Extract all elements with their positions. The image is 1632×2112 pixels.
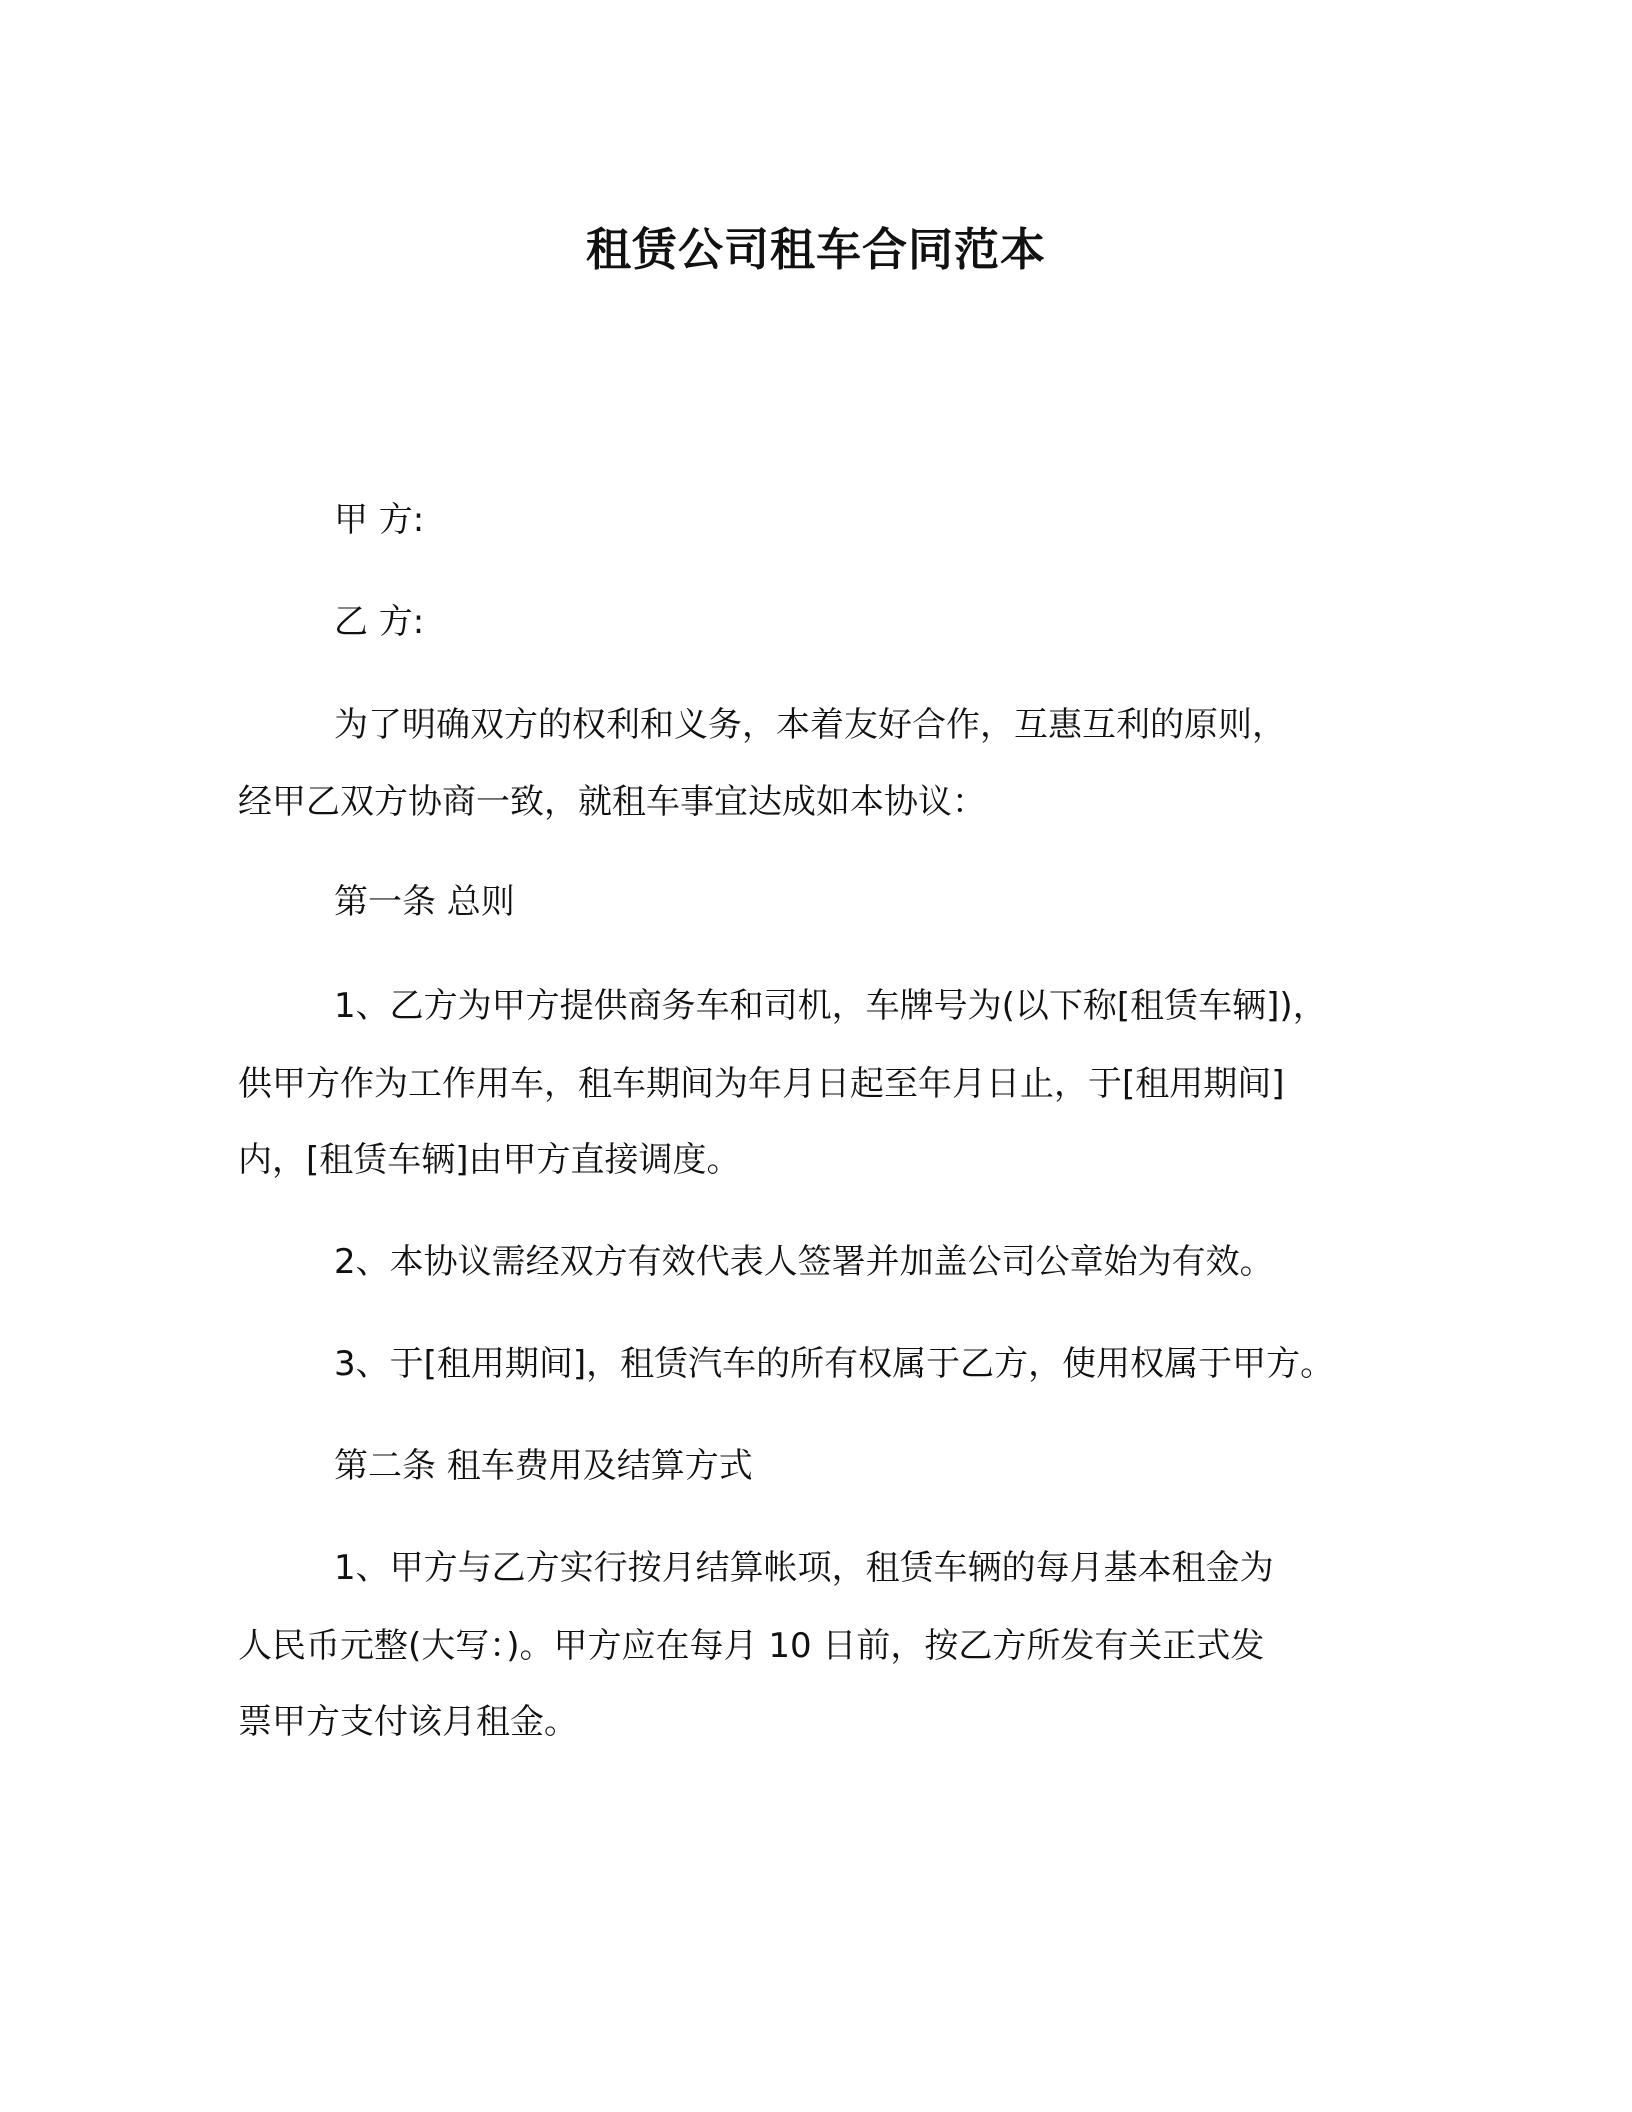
preamble-line-1: 为了明确双方的权利和义务，本着友好合作，互惠互利的原则，	[334, 705, 1286, 745]
article-2-clause-1-line-1: 1、甲方与乙方实行按月结算帐项，租赁车辆的每月基本租金为	[334, 1548, 1274, 1588]
article-2-heading: 第二条 租车费用及结算方式	[334, 1446, 753, 1486]
party-a-line: 甲 方:	[334, 500, 425, 540]
article-2-clause-1-line-3: 票甲方支付该月租金。	[238, 1702, 578, 1742]
article-1-clause-3: 3、于[租用期间]，租赁汽车的所有权属于乙方，使用权属于甲方。	[334, 1344, 1335, 1384]
article-1-clause-1-line-2: 供甲方作为工作用车，租车期间为年月日起至年月日止，于[租用期间]	[238, 1064, 1285, 1104]
preamble-line-2: 经甲乙双方协商一致，就租车事宜达成如本协议：	[238, 782, 986, 822]
article-1-clause-1-line-3: 内，[租赁车辆]由甲方直接调度。	[238, 1140, 741, 1180]
article-1-clause-2: 2、本协议需经双方有效代表人签署并加盖公司公章始为有效。	[334, 1242, 1274, 1282]
document-title: 租赁公司租车合同范本	[585, 223, 1046, 276]
article-1-clause-1-line-1: 1、乙方为甲方提供商务车和司机，车牌号为(以下称[租赁车辆])，	[334, 986, 1327, 1026]
party-b-line: 乙 方:	[334, 602, 425, 642]
article-1-heading: 第一条 总则	[334, 882, 515, 922]
article-2-clause-1-line-2: 人民币元整(大写：)。甲方应在每月 10 日前，按乙方所发有关正式发	[238, 1626, 1265, 1666]
